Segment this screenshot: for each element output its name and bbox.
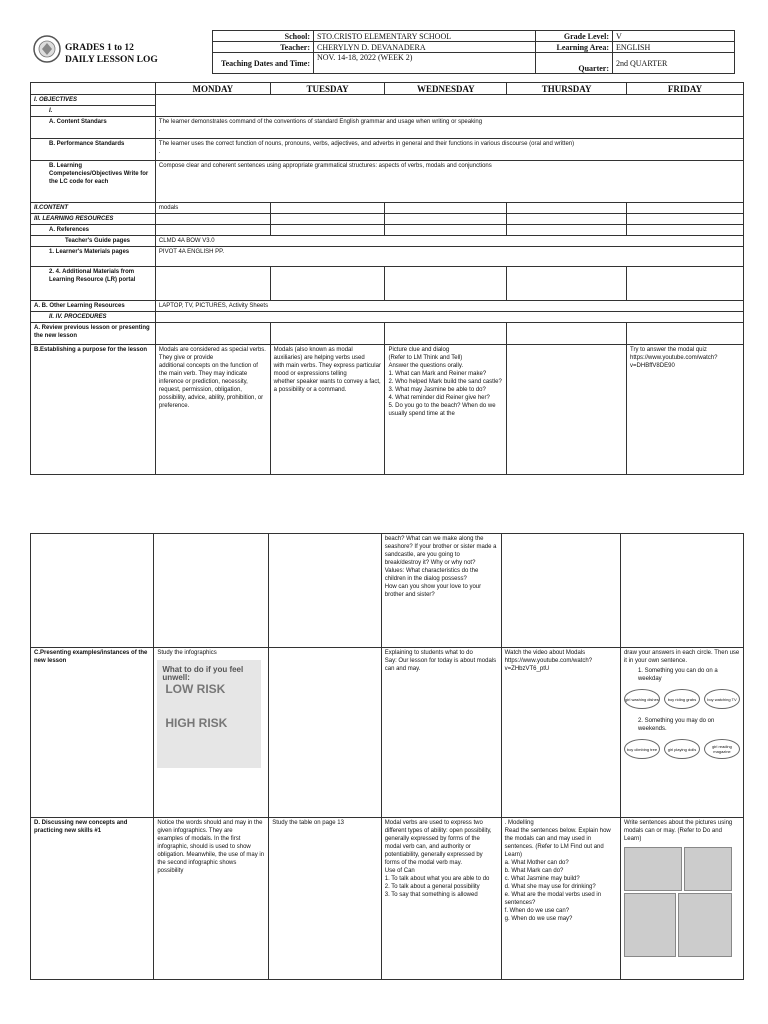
discussing-monday: Notice the words should and may in the given infographics. They are examples of modals. In the first infographic, should is used to show obligation. Meanwhile, the use of may in the second infographic shows possibility: [154, 818, 269, 980]
table-cell: [620, 534, 743, 648]
deped-seal-logo: [32, 31, 62, 71]
competencies: Compose clear and coherent sentences using appropriate grammatical structures: aspects of verbs, modals and conjunctions: [155, 161, 743, 203]
performance-standards: The learner uses the correct function of nouns, pronouns, verbs, adjectives, and adverbs in general and their functions in various discourse (oral and written) .: [155, 139, 743, 161]
table-cell: III. LEARNING RESOURCES: [31, 214, 156, 225]
day-friday: FRIDAY: [627, 83, 744, 95]
presenting-monday: Study the infographics: [157, 650, 217, 656]
discussing-tuesday: Study the table on page 13: [269, 818, 382, 980]
table-cell: Quarter:: [536, 53, 613, 74]
table-cell: II.CONTENT: [31, 203, 156, 214]
bubbles-weekend: [624, 739, 740, 759]
table-cell: 2. 4. Additional Materials from Learning Resource (LR) portal: [31, 267, 156, 301]
day-tuesday: TUESDAY: [270, 83, 385, 95]
table-cell: B. Learning Competencies/Objectives Write for the LC code for each: [31, 161, 156, 203]
table-cell: C.Presenting examples/instances of the new lesson: [31, 648, 154, 818]
table-cell: I. OBJECTIVES: [31, 95, 156, 106]
table-cell: A. B. Other Learning Resources: [31, 301, 156, 312]
table-cell: PIVOT 4A ENGLISH PP.: [155, 247, 743, 267]
table-cell: [155, 267, 270, 301]
table-cell: 1. Learner's Materials pages: [31, 247, 156, 267]
table-cell: [154, 648, 269, 818]
discussing-thursday: . Modelling Read the sentences below. Explain how the modals can and may used in sentences. (Refer to LM Find out and Learn) a. What Mother can do? b. What Mark can do? c. What Jasmine may build? d. What she may use for drinking? e. What are the modal verbs used in sentences? f. When do we use can? g. When do we use may?: [501, 818, 620, 980]
table-cell: Teacher:: [213, 42, 314, 53]
table-cell: [270, 323, 385, 345]
purpose-friday: Try to answer the modal quiz https://www.youtube.com/watch?v=DHBffV8DE90: [627, 345, 744, 475]
table-cell: A. Content Standars: [31, 117, 156, 139]
table-cell: [507, 345, 627, 475]
table-cell: NOV. 14-18, 2022 (WEEK 2): [314, 53, 536, 74]
table-cell: [507, 267, 627, 301]
table-cell: D. Discussing new concepts and practicing new skills #1: [31, 818, 154, 980]
table-cell: [270, 214, 385, 225]
table-cell: Teacher's Guide pages: [31, 236, 156, 247]
drawing-bubble: boy watching TV: [704, 689, 740, 709]
table-cell: [155, 312, 743, 323]
table-cell: ENGLISH: [613, 42, 735, 53]
table-cell: A. Review previous lesson or presenting the new lesson: [31, 323, 156, 345]
table-cell: [31, 534, 154, 648]
table-cell: [155, 95, 743, 117]
table-cell: B. Performance Standards: [31, 139, 156, 161]
drawing-bubble: boy riding grabs: [664, 689, 700, 709]
table-cell: STO.CRISTO ELEMENTARY SCHOOL: [314, 31, 536, 42]
purpose-wednesday-cont: beach? What can we make along the seashore? If your brother or sister made a sandcastle, are you going to break/destroy it? Why or why not? Values: What characteristics do the children in the dialog possess? How can you show your love to your brother and sister?: [381, 534, 501, 648]
drawing-bubble: girl reading magazine: [704, 739, 740, 759]
table-cell: CLMD 4A BOW V3.0: [155, 236, 743, 247]
table-cell: [155, 214, 270, 225]
table-cell: [507, 214, 627, 225]
drawing-bubble: girl playing dolls: [664, 739, 700, 759]
purpose-monday: Modals are considered as special verbs. They give or provide additional concepts on the function of the main verb. They may indicate inference or prediction, necessity, request, permission, obligation, possibility, advice, ability, prohibition, or preference.: [155, 345, 270, 475]
drawing-bubble: boy climbing tree: [624, 739, 660, 759]
table-cell: [31, 83, 156, 95]
table-cell: [270, 267, 385, 301]
table-cell: LAPTOP, TV, PICTURES, Activity Sheets: [155, 301, 743, 312]
day-thursday: THURSDAY: [507, 83, 627, 95]
presenting-friday: draw your answers in each circle. Then use it in your own sentence.: [623, 650, 740, 664]
table-cell: [620, 818, 743, 980]
infographic-image: What to do if you feel unwell: LOW RISK HIGH RISK: [157, 660, 261, 768]
table-cell: [270, 203, 385, 214]
discussing-friday: Write sentences about the pictures using modals can or may. (Refer to Do and Learn): [623, 820, 733, 842]
table-cell: Teaching Dates and Time:: [213, 53, 314, 74]
table-cell: [507, 323, 627, 345]
table-cell: V: [613, 31, 735, 42]
table-cell: [627, 225, 744, 236]
purpose-wednesday: Picture clue and dialog (Refer to LM Think and Tell) Answer the questions orally. 1. What can Mark and Reiner make? 2. Who helped Mark build the sand castle? 3. What may Jasmine be able to do? 4. What reminder did Reiner give her? 5. Do you go to the beach? When do we usually spend time at the: [385, 345, 507, 475]
lesson-log-table-part2: [30, 533, 744, 980]
bubbles-weekday: [624, 689, 740, 709]
table-cell: [620, 648, 743, 818]
table-cell: [627, 203, 744, 214]
table-cell: I.: [31, 106, 156, 117]
table-cell: [627, 323, 744, 345]
purpose-tuesday: Modals (also known as modal auxiliaries) are helping verbs used with main verbs. They express particular mood or expressions telling whether speaker wants to convey a fact, a possibility or a command.: [270, 345, 385, 475]
drawing-bubble: girl washing dishes: [624, 689, 660, 709]
table-cell: 2nd QUARTER: [613, 53, 735, 74]
table-cell: B.Establishing a purpose for the lesson: [31, 345, 156, 475]
table-cell: [501, 534, 620, 648]
table-cell: [627, 267, 744, 301]
presenting-wednesday: Explaining to students what to do Say: Our lesson for today is about modals can and may.: [381, 648, 501, 818]
header-title: GRADES 1 to 12 DAILY LESSON LOG: [65, 43, 158, 65]
table-cell: [507, 225, 627, 236]
presenting-friday-item1: 1. Something you can do on a weekday: [637, 668, 718, 682]
table-cell: School:: [213, 31, 314, 42]
table-cell: [154, 534, 269, 648]
table-cell: [155, 323, 270, 345]
table-cell: [385, 203, 507, 214]
table-cell: [627, 214, 744, 225]
table-cell: [270, 225, 385, 236]
table-cell: Learning Area:: [536, 42, 613, 53]
table-cell: [385, 323, 507, 345]
table-cell: [155, 225, 270, 236]
table-cell: II. IV. PROCEDURES: [31, 312, 156, 323]
day-monday: MONDAY: [155, 83, 270, 95]
header-info-table: [212, 30, 735, 74]
discussing-wednesday: Modal verbs are used to express two different types of ability: open possibility, generally expressed by forms of the modal verb can, and authority or potentiability, generally expressed by forms of the modal verb may. Use of Can 1. To talk about what you are able to do 2. To talk about a general possibility 3. To say that something is allowed: [381, 818, 501, 980]
table-cell: [385, 267, 507, 301]
table-cell: [269, 534, 382, 648]
activity-pictures: [624, 847, 730, 959]
table-cell: A. References: [31, 225, 156, 236]
table-cell: [269, 648, 382, 818]
table-cell: [507, 203, 627, 214]
table-cell: Grade Level:: [536, 31, 613, 42]
presenting-thursday: Watch the video about Modals https://www.youtube.com/watch?v=ZHbzVT6_ptU: [501, 648, 620, 818]
content-mon: modals: [155, 203, 270, 214]
table-cell: CHERYLYN D. DEVANADERA: [314, 42, 536, 53]
table-cell: [385, 225, 507, 236]
lesson-log-table-part1: [30, 82, 744, 475]
table-cell: [385, 214, 507, 225]
content-standards: The learner demonstrates command of the conventions of standard English grammar and usage when writing or speaking .: [155, 117, 743, 139]
presenting-friday-item2: 2. Something you may do on weekends.: [637, 718, 715, 732]
day-wednesday: WEDNESDAY: [385, 83, 507, 95]
